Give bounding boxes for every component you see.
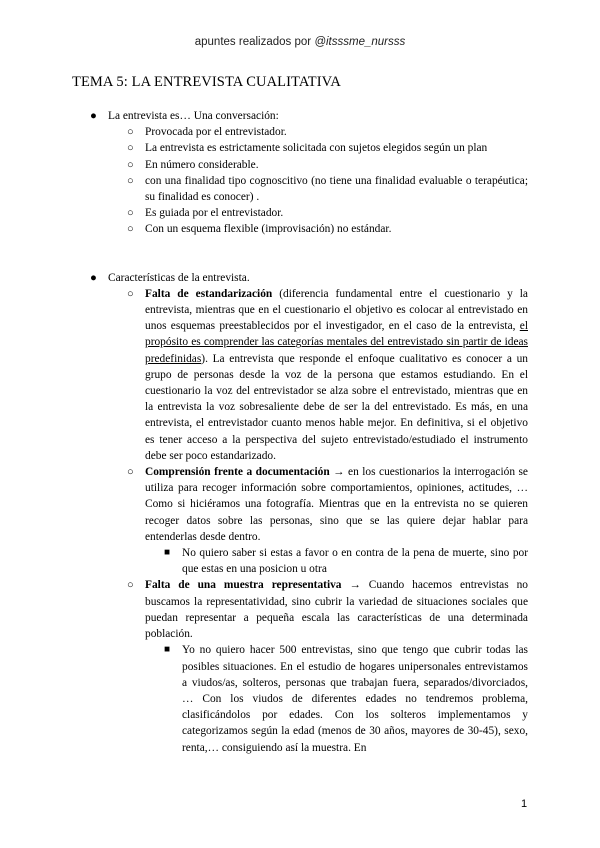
header-prefix: apuntes realizados por xyxy=(194,36,315,48)
list-item-text: En número considerable. xyxy=(145,158,259,171)
page-header xyxy=(0,36,600,48)
list-item xyxy=(0,577,600,642)
bullet-circle-icon: ○ xyxy=(127,158,134,171)
list-item xyxy=(0,545,600,577)
item-heading: Comprensión frente a documentación xyxy=(145,466,330,479)
item-text: No quiero saber si estas a favor o en contra de la pena de muerte, sino por que estas en una posicion u otra xyxy=(182,547,528,576)
list-item-text: Provocada por el entrevistador. xyxy=(145,126,287,139)
page-number: 1 xyxy=(521,798,528,810)
bullet-circle-icon: ○ xyxy=(127,223,134,236)
bullet-circle-icon: ○ xyxy=(127,142,134,155)
spacer xyxy=(0,238,600,270)
item-text: Yo no quiero hacer 500 entrevistas, sino que tengo que cubrir todas las posibles situaciones. En el estudio de hogares unipersonales entrevistamos a viudos/as, solteros, personas que trabajan fuera, separados/divorciados, … Con los viudos de diferentes edades no tendremos problema, clasificándolos por edades. Con los solteros implementamos y categorizamos según la edad (menos de 30 años, mayores de 30-45), sexo, renta,… consiguiendo así la muestra. En xyxy=(182,644,528,754)
item-heading: Falta de una muestra representativa xyxy=(145,579,342,592)
bullet-circle-icon: ○ xyxy=(127,126,134,139)
list-item-text: Es guiada por el entrevistador. xyxy=(145,207,284,220)
list-item-text: Con un esquema flexible (improvisación) no estándar. xyxy=(145,223,392,236)
item-text: ). La entrevista que responde el enfoque cualitativo es conocer a un grupo de personas desde la voz de la persona que estamos estudiando. En el cuestionario la voz del entrevistador se alza sobre el entrevistado, mientras que en la entrevista la voz sobresaliente debe de ser la del entrevistado. Es más, en una entrevista, el entrevistador cuanto menos hable mejor. En definitiva, si el objetivo es tener acceso a la perspectiva del sujeto entrevistado/estudiado el instrumento debe ser poco estandarizado. xyxy=(145,352,528,462)
page-title: TEMA 5: LA ENTREVISTA CUALITATIVA xyxy=(72,74,341,90)
list-item xyxy=(0,464,600,545)
list-item xyxy=(0,221,600,237)
bullet-square-icon: ■ xyxy=(164,644,171,656)
item-text: → Cuando hacemos entrevistas no buscamos la representatividad, sino cubrir la variedad de situaciones sociales que puedan representar a pequeña escala las características de una determinada población. xyxy=(145,579,528,641)
bullet-disc-icon: ● xyxy=(90,271,97,284)
item-text: → en los cuestionarios la interrogación se utiliza para recoger información sobre comportamientos, opiniones, actitudes, … Como si hiciéramos una fotografía. Mientras que en la entrevista no se quieren recoger datos sobre las personas, sino que se las quiere dejar hablar para entenderlas desde dentro. xyxy=(145,466,528,543)
bullet-circle-icon: ○ xyxy=(127,579,134,592)
bullet-circle-icon: ○ xyxy=(127,174,134,187)
bullet-square-icon: ■ xyxy=(164,547,171,559)
list-item-text: con una finalidad tipo cognoscitivo (no tiene una finalidad evaluable o terapéutica; su finalidad es conocer) . xyxy=(145,174,528,204)
underlined-text: el propósito es comprender las categorías mentales del entrevistado sin partir de ideas predefinidas xyxy=(145,320,528,365)
list-item xyxy=(0,642,600,755)
item-text: (diferencia fundamental entre el cuestionario y la entrevista, mientras que en el cuestionario el objetivo es colocar al entrevistado en unos esquemas preestablecidos por el investigador, en el caso de la entrevista, xyxy=(145,287,528,333)
author-handle: @itsssme_nursss xyxy=(314,36,406,48)
bullet-circle-icon: ○ xyxy=(127,287,134,300)
item-heading: Falta de estandarización xyxy=(145,287,273,300)
list-item xyxy=(0,157,600,173)
list-item-text: La entrevista es estrictamente solicitada con sujetos elegidos según un plan xyxy=(145,142,488,155)
bullet-circle-icon: ○ xyxy=(127,207,134,220)
list-item xyxy=(0,286,600,464)
list-item xyxy=(0,270,600,286)
bullet-disc-icon: ● xyxy=(90,110,97,122)
list-item xyxy=(0,124,600,140)
bullet-circle-icon: ○ xyxy=(127,466,134,479)
list-item xyxy=(0,173,600,205)
document-body xyxy=(0,108,600,756)
section1-intro: La entrevista es… Una conversación: xyxy=(108,110,279,122)
list-item xyxy=(0,108,600,124)
list-item xyxy=(0,205,600,221)
section2-intro: Características de la entrevista. xyxy=(108,271,250,284)
list-item xyxy=(0,140,600,156)
